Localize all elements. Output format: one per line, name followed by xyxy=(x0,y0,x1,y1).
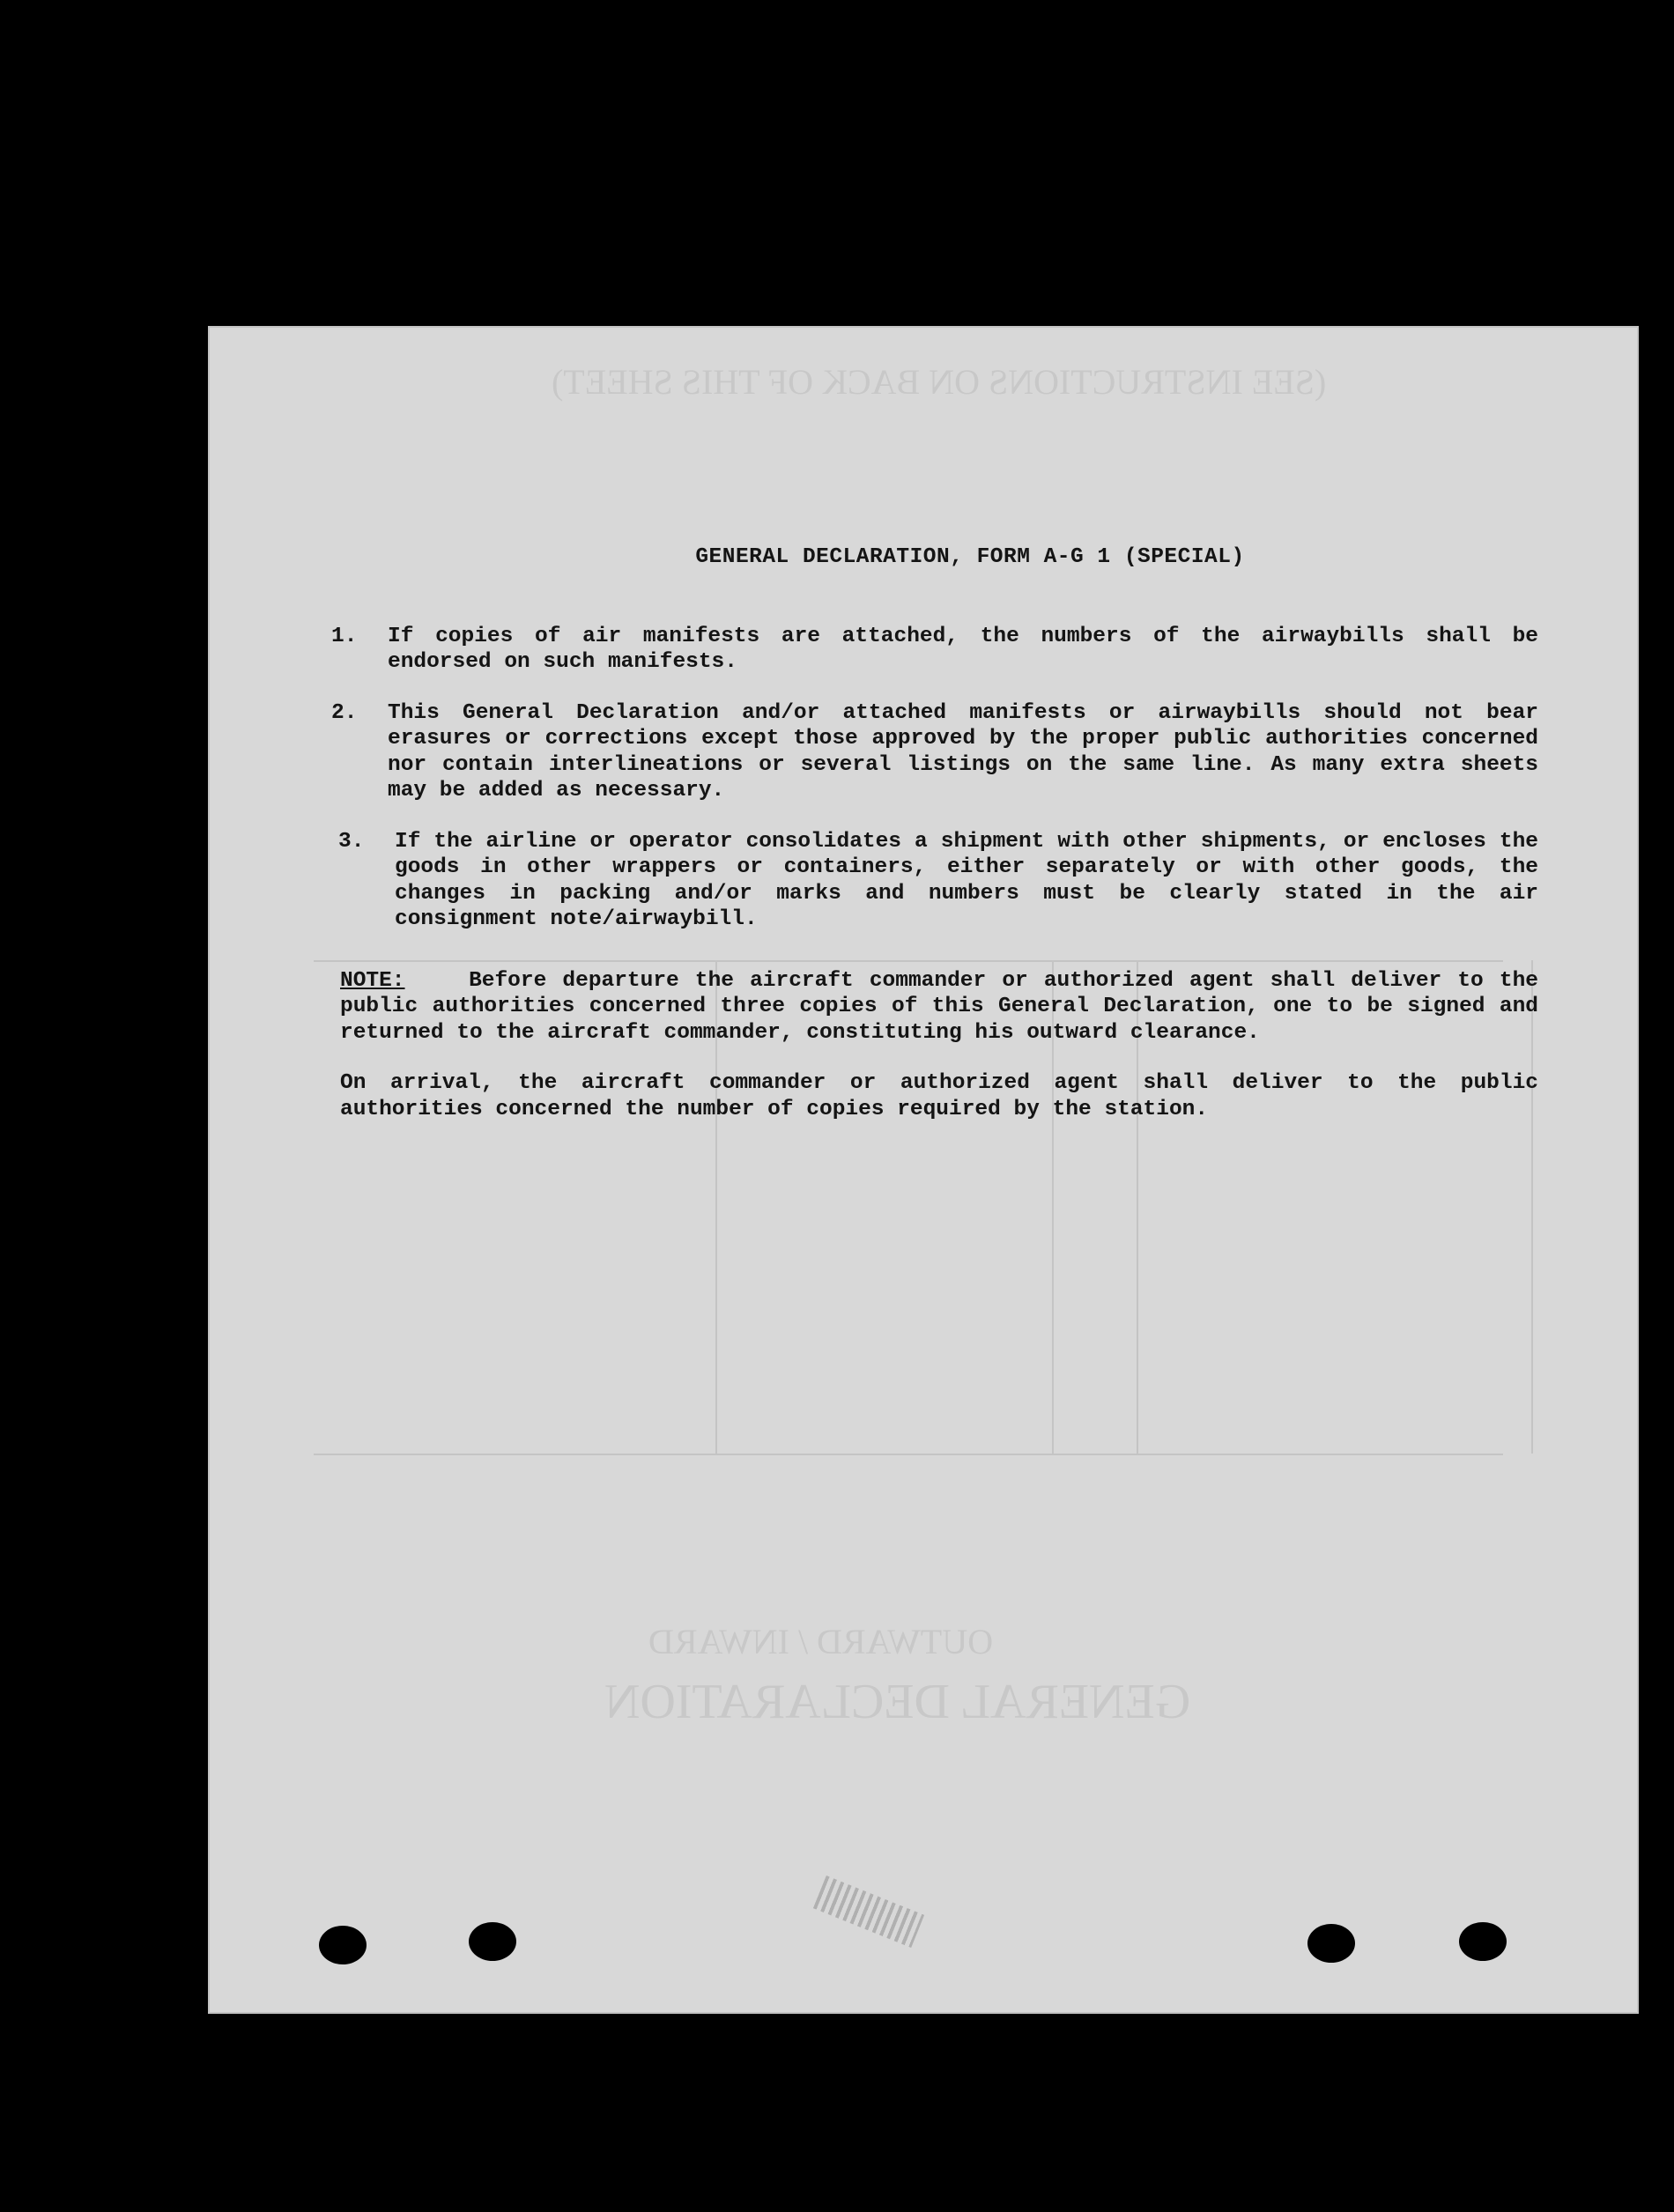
show-through-text: GENERAL DECLARATION xyxy=(604,1675,1191,1729)
note-label: NOTE: xyxy=(340,968,405,993)
instruction-item xyxy=(331,700,1538,804)
show-through-line xyxy=(314,1454,1503,1455)
punch-hole xyxy=(1307,1924,1355,1963)
instruction-item xyxy=(338,829,1538,933)
document-body xyxy=(331,544,1538,1147)
arrival-paragraph: On arrival, the aircraft commander or authorized agent shall deliver to the public authorities concerned the number of copies required by the station. xyxy=(340,1071,1538,1121)
show-through-text: (SEE INSTRUCTIONS ON BACK OF THIS SHEET) xyxy=(552,362,1327,402)
item-number: 2. xyxy=(331,700,358,725)
item-number: 1. xyxy=(331,624,358,648)
stamp-impression xyxy=(813,1875,924,1948)
show-through-text: OUTWARD / INWARD xyxy=(648,1622,994,1661)
item-text: This General Declaration and/or attached manifests or airwaybills should not bear erasures or corrections except those approved by the proper public authorities concerned nor contain interlineations or several listings on the same line. As many extra sheets may be added as necessary. xyxy=(388,700,1538,803)
item-text: If the airline or operator consolidates a shipment with other shipments, or encloses the goods in other wrappers or containers, either separately or with other goods, the changes in packing and/or marks and numbers must be clearly stated in the air consignment note/airwaybill. xyxy=(395,829,1538,931)
document-title: GENERAL DECLARATION, FORM A-G 1 (SPECIAL) xyxy=(695,545,1245,569)
punch-hole xyxy=(1459,1922,1507,1961)
note-text: Before departure the aircraft commander or authorized agent shall deliver to the public authorities concerned three copies of this General Declaration, one to be signed and returned to the aircraft commander, constituting his outward clearance. xyxy=(340,968,1538,1045)
document-page xyxy=(208,326,1639,2014)
item-number: 3. xyxy=(338,829,365,854)
punch-hole xyxy=(469,1922,516,1961)
item-text: If copies of air manifests are attached, the numbers of the airwaybills shall be endorsed on such manifests. xyxy=(388,624,1538,674)
instruction-item xyxy=(331,624,1538,676)
punch-hole xyxy=(319,1926,367,1964)
note-paragraph xyxy=(340,968,1538,1047)
